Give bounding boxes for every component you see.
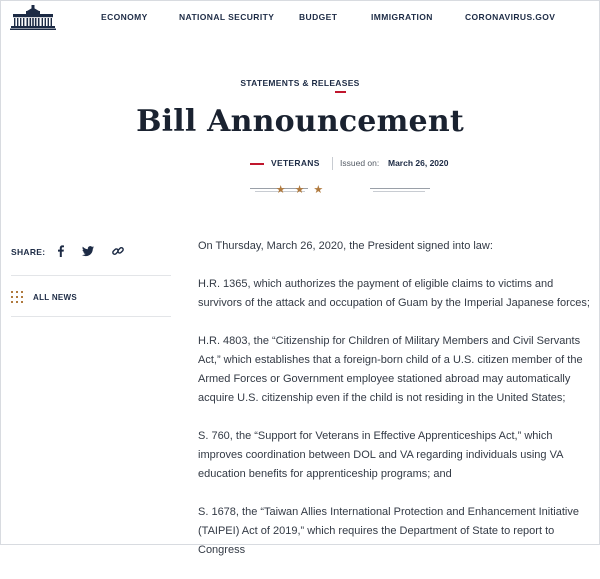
- article-paragraph: S. 760, the “Support for Veterans in Effective Apprenticeships Act,” which improves coordination between DOL and VA regarding individuals using VA education benefits for apprenticeship programs; and: [198, 430, 563, 480]
- sidebar-divider-2: [11, 316, 171, 317]
- article-paragraph: On Thursday, March 26, 2020, the President signed into law:: [198, 240, 493, 252]
- nav-budget[interactable]: BUDGET: [299, 12, 338, 22]
- white-house-logo-icon[interactable]: [10, 5, 56, 31]
- section-eyebrow[interactable]: STATEMENTS & RELEASES: [240, 78, 360, 88]
- page-title: Bill Announcement: [136, 104, 464, 139]
- twitter-icon[interactable]: [81, 244, 95, 258]
- article-paragraph: H.R. 1365, which authorizes the payment of eligible claims to victims and survivors of the attack and occupation of Guam by the Imperial Japanese forces;: [198, 278, 590, 309]
- article-paragraph: H.R. 4803, the “Citizenship for Children of Military Members and Civil Servants Act,” which establishes that a foreign-born child of a U.S. citizen member of the Armed Forces or Government employee stationed abroad may automatically acquire U.S. citizenship even if the child is not residing in the United States;: [198, 335, 583, 404]
- article-paragraph: S. 1678, the “Taiwan Allies International Protection and Enhancement Initiative (TAIPEI) Act of 2019,” which requires the Department of State to report to Congress: [198, 506, 579, 556]
- all-news-link[interactable]: ALL NEWS: [33, 293, 78, 302]
- sidebar-divider: [11, 275, 171, 276]
- issued-label: Issued on:: [340, 158, 380, 168]
- nav-immigration[interactable]: IMMIGRATION: [371, 12, 433, 22]
- grid-icon[interactable]: [11, 291, 23, 303]
- link-icon[interactable]: [111, 244, 125, 258]
- stars-icon: ★★★: [275, 184, 333, 196]
- category-link[interactable]: VETERANS: [271, 158, 320, 168]
- facebook-icon[interactable]: [54, 244, 68, 258]
- issued-date: March 26, 2020: [388, 158, 449, 168]
- category-accent-bar: [250, 163, 264, 165]
- nav-economy[interactable]: ECONOMY: [101, 12, 148, 22]
- article-body: [198, 237, 598, 579]
- nav-coronavirus[interactable]: CORONAVIRUS.GOV: [465, 12, 556, 22]
- eyebrow-accent-bar: [335, 91, 346, 93]
- nav-national-security[interactable]: NATIONAL SECURITY: [179, 12, 275, 22]
- meta-divider: [332, 157, 333, 170]
- site-header: [0, 0, 600, 38]
- divider-line-right: [370, 188, 430, 189]
- divider-line-right-2: [373, 191, 425, 192]
- share-label: SHARE:: [11, 247, 46, 257]
